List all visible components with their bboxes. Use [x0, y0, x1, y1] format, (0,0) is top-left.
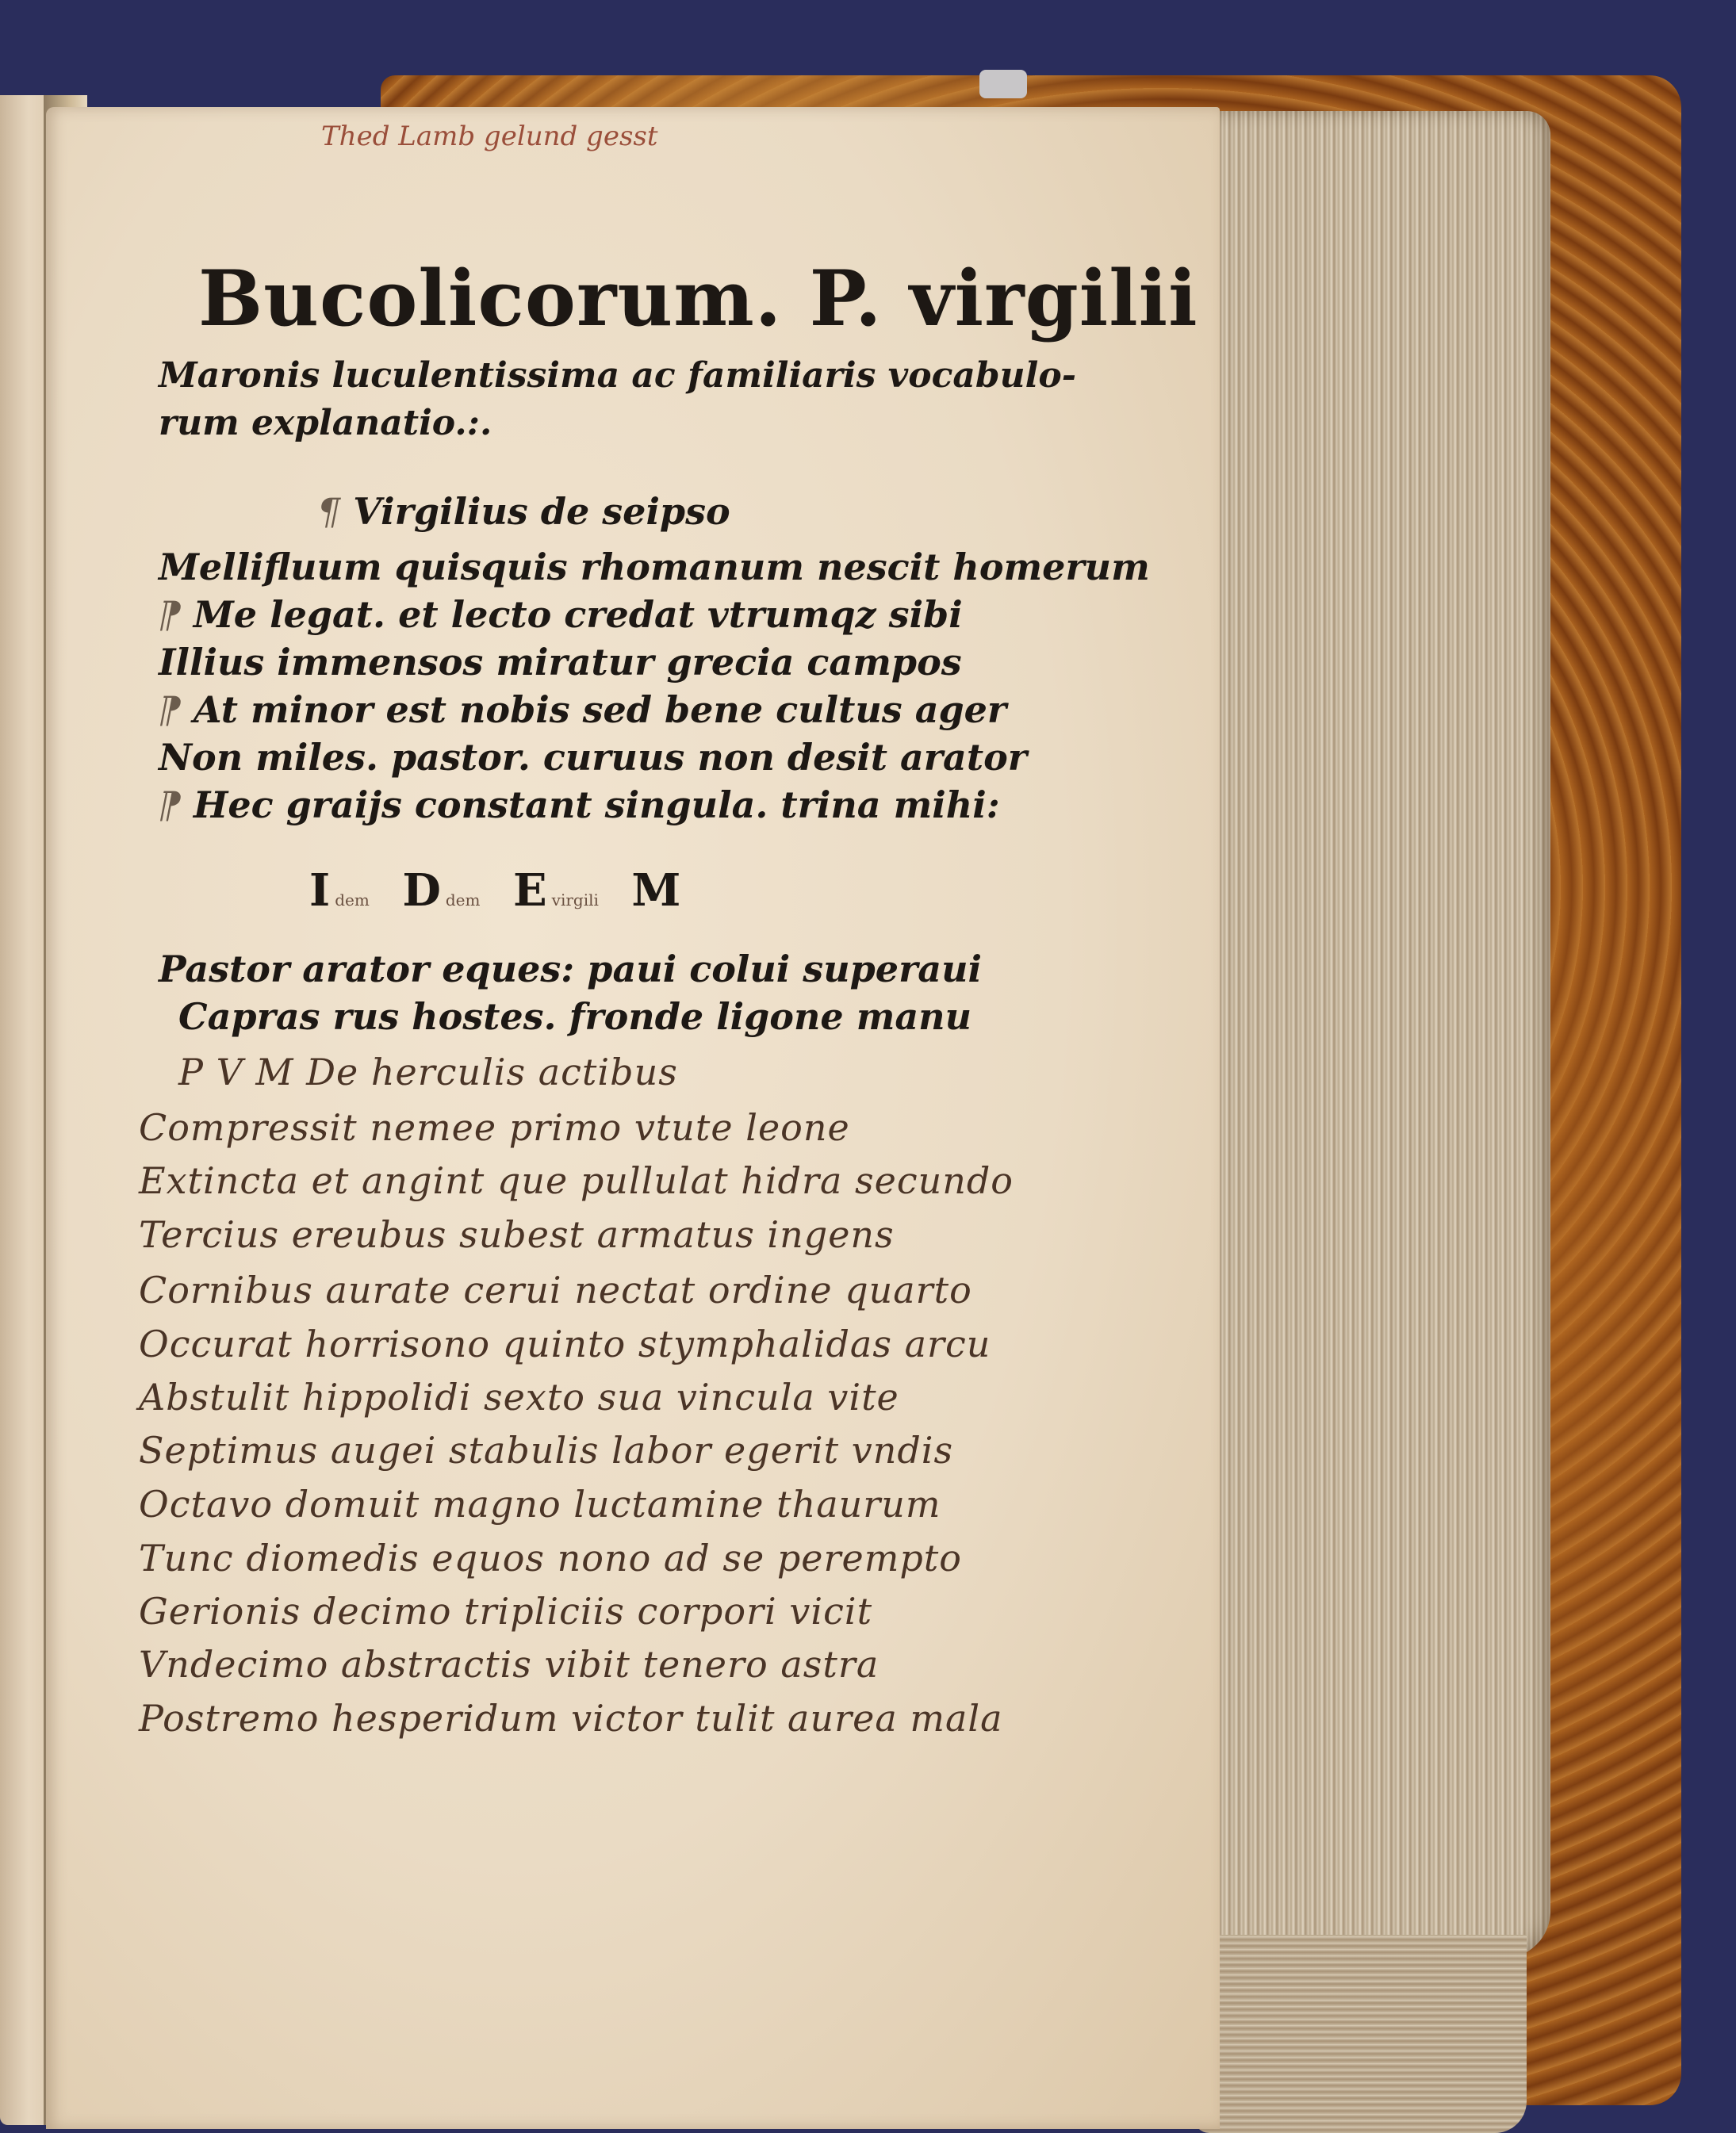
paragraph-mark-icon: ⁋	[159, 688, 194, 731]
initial-letter: I	[309, 864, 331, 917]
manuscript-line: Gerionis decimo tripliciis corpori vicit	[139, 1590, 873, 1633]
pastor-line-2: Capras rus hostes. fronde ligone manu	[178, 995, 972, 1038]
paragraph-mark-icon: ¶	[317, 490, 341, 533]
verse-line: Non miles. pastor. curuus non desit arator	[159, 736, 1027, 779]
manuscript-line: Abstulit hippolidi sexto sua vincula vite	[139, 1376, 899, 1419]
initial-note: dem	[335, 890, 370, 909]
verse-text: Hec graijs constant singula. trina mihi:	[193, 783, 1000, 826]
verse-line	[159, 688, 1006, 731]
manuscript-line: Occurat horrisono quinto stymphalidas arcu	[139, 1323, 991, 1365]
initial-note: virgili	[551, 890, 599, 909]
paragraph-mark-icon: ⁋	[159, 783, 194, 826]
title-line-3: rum explanatio.:.	[159, 403, 492, 443]
manuscript-line: Cornibus aurate cerui nectat ordine quarto	[139, 1269, 972, 1312]
verse-text: Me legat. et lecto credat vtrumqz sibi	[193, 593, 963, 636]
initial-letter: D	[402, 864, 441, 917]
manuscript-line: Compressit nemee primo vtute leone	[139, 1106, 850, 1149]
manuscript-line: Tercius ereubus subest armatus ingens	[139, 1213, 895, 1256]
manuscript-top-note: Thed Lamb gelund gesst	[321, 121, 658, 152]
manuscript-line: P V M De herculis actibus	[178, 1051, 678, 1093]
title-line-1: Bucolicorum. P. virgilii	[198, 254, 1198, 343]
verse-heading	[317, 490, 730, 533]
manuscript-line: Tunc diomedis equos nono ad se perempto	[139, 1537, 962, 1580]
pastor-line-1: Pastor arator eques: paui colui superaui	[159, 948, 983, 990]
initial-letter: M	[631, 864, 681, 917]
manuscript-line: Postremo hesperidum victor tulit aurea mala	[139, 1697, 1003, 1740]
initials-row	[309, 864, 680, 917]
verse-heading-text: Virgilius de seipso	[353, 490, 730, 533]
page-block-edge	[1194, 111, 1550, 1959]
verse-line: Illius immensos miratur grecia campos	[159, 641, 962, 684]
initial-note: dem	[445, 890, 481, 909]
manuscript-line: Septimus augei stabulis labor egerit vndis	[139, 1429, 954, 1472]
verse-line	[159, 593, 963, 636]
verse-text: At minor est nobis sed bene cultus ager	[193, 688, 1007, 731]
initial-letter: E	[512, 864, 547, 917]
page-block-bottom	[1194, 1935, 1527, 2133]
verse-line	[159, 783, 1000, 826]
verse-line: Mellifluum quisquis rhomanum nescit homerum	[159, 546, 1150, 588]
manuscript-line: Extincta et angint que pullulat hidra secundo	[139, 1159, 1014, 1202]
manuscript-line: Vndecimo abstractis vibit tenero astra	[139, 1643, 879, 1686]
manuscript-line: Octavo domuit magno luctamine thaurum	[139, 1483, 941, 1526]
title-line-2: Maronis luculentissima ac familiaris vocabulo-	[159, 355, 1076, 396]
paragraph-mark-icon: ⁋	[159, 593, 194, 636]
metal-clasp	[979, 70, 1027, 98]
